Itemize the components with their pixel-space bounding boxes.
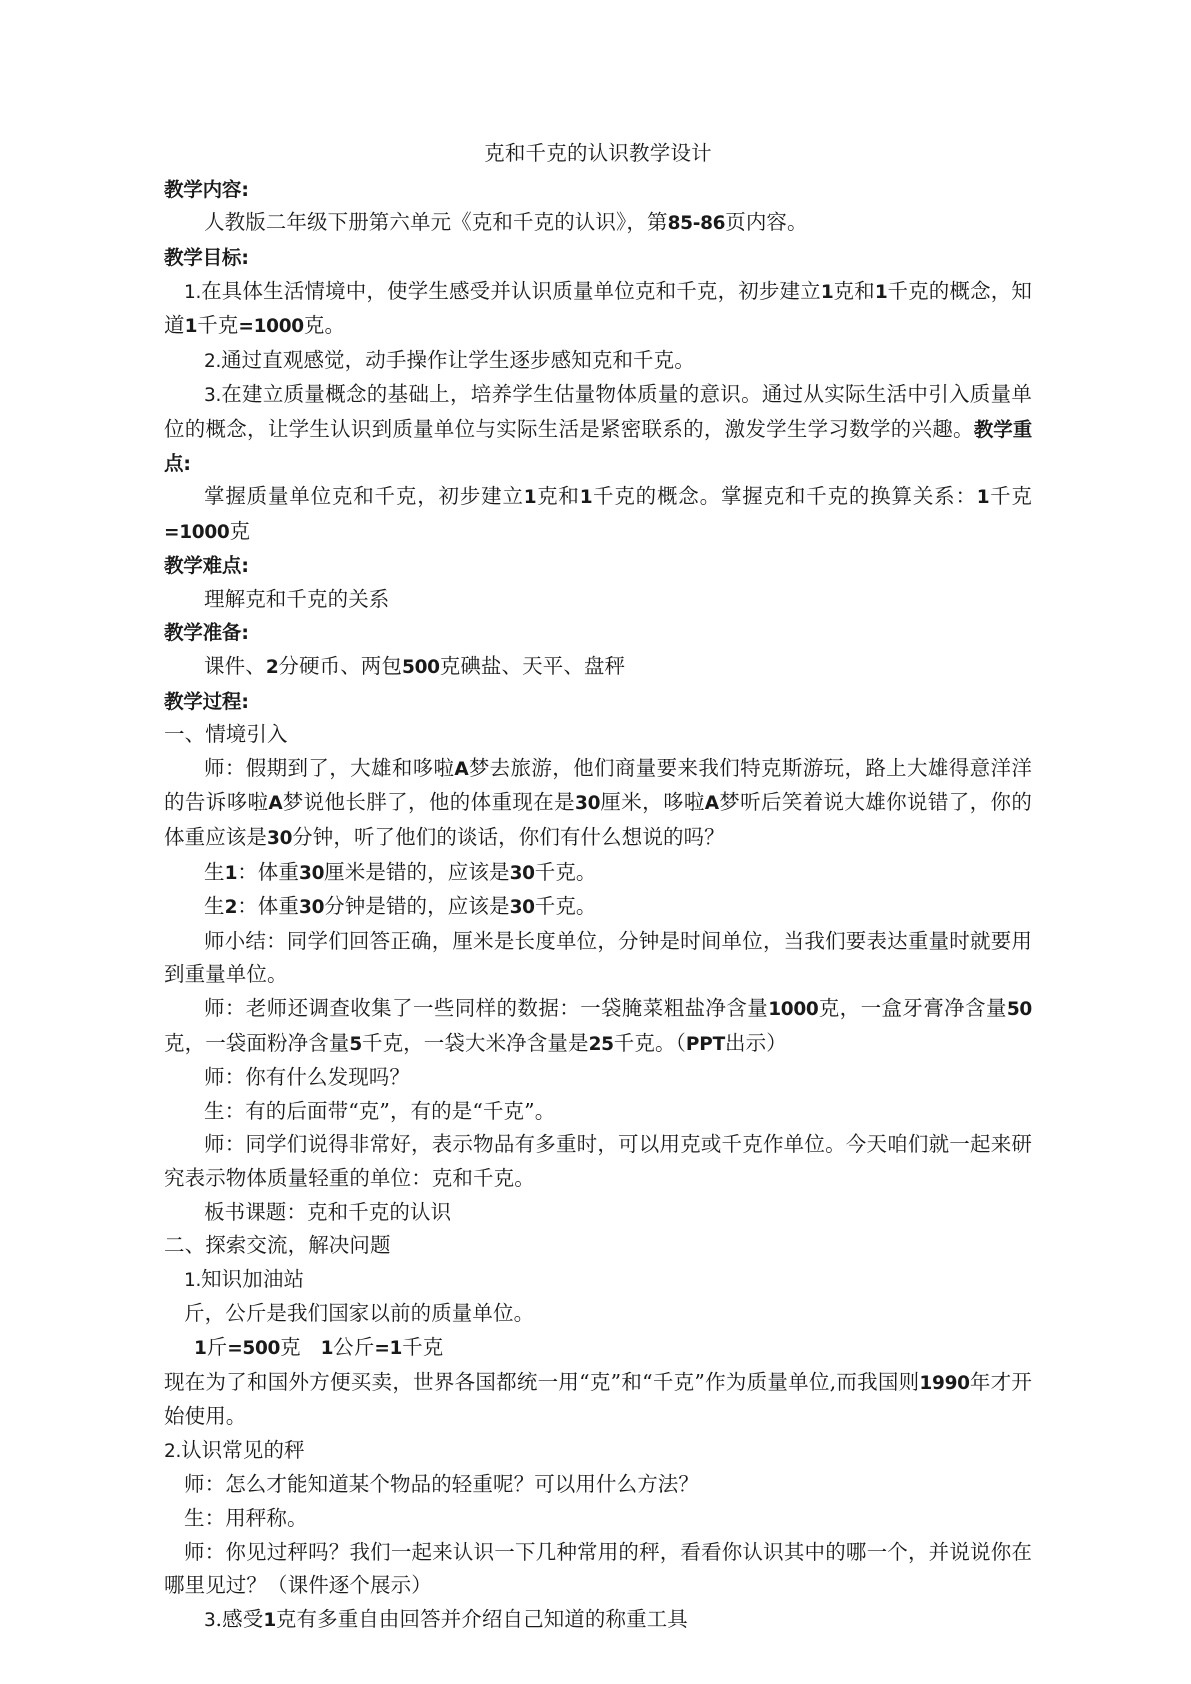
key-points-value-3: 1 [976, 487, 990, 509]
board-title-text: 板书课题：克和千克的认识 [204, 1199, 452, 1224]
student-1-text-c: 千克。 [534, 859, 597, 884]
heading-label-key-points: 教学重点: [164, 417, 1032, 475]
heading-label-content: 教学内容: [164, 177, 249, 201]
paragraph-subsection-3 [164, 1603, 1032, 1638]
heading-label-objectives: 教学目标: [164, 245, 249, 269]
student-1-text-b: 厘米是错的，应该是 [324, 859, 510, 884]
key-points-value-2: 1 [579, 487, 593, 509]
objective-1-conversion: =1000 [238, 316, 304, 338]
paragraph-question-how [164, 1468, 1032, 1502]
paragraph-objective-3 [164, 378, 1032, 480]
content-page-range: 85-86 [667, 213, 726, 235]
key-points-text-c: 千克的概念。掌握克和千克的换算关系： [592, 484, 977, 509]
data-text-b: 克，一盒牙膏净含量 [818, 996, 1007, 1021]
objective-1-number: 1. [184, 281, 202, 303]
section-1-title-text: 一、情境引入 [164, 722, 288, 747]
preparation-text-c: 克碘盐、天平、盘秤 [439, 654, 626, 679]
data-value-rice: 25 [588, 1033, 614, 1055]
student-2-value-2: 30 [509, 897, 535, 919]
paragraph-objective-1 [164, 275, 1032, 344]
conversion-jin-unit: 斤 [206, 1334, 228, 1359]
paragraph-answer-how [164, 1502, 1032, 1536]
content-text: 人教版二年级下册第六单元《克和千克的认识》，第 [204, 210, 668, 235]
objective-3-text: 在建立质量概念的基础上，培养学生估量物体质量的意识。通过从实际生活中引入质量单位的概念，让学生认识到质量单位与实际生活是紧密联系的，激发学生学习数学的兴趣。 [164, 382, 1032, 441]
paragraph-teacher-summary [164, 925, 1032, 992]
paragraph-student-2 [164, 890, 1032, 925]
objective-1-text-b: 克和 [833, 278, 875, 303]
student-2-value-1: 30 [299, 897, 325, 919]
objective-1-text-a: 在具体生活情境中，使学生感受并认识质量单位克和千克，初步建立 [201, 278, 821, 303]
subsection-2-number: 2. [164, 1440, 182, 1462]
conversion-gongjin-unit: 公斤 [333, 1334, 375, 1359]
student-2-text-b: 分钟是错的，应该是 [324, 894, 510, 919]
paragraph-key-points [164, 480, 1032, 549]
section-heading-process [164, 685, 1032, 719]
paragraph-teaching-content [164, 206, 1032, 241]
paragraph-international-usage [164, 1366, 1032, 1434]
student-2-text-c: 千克。 [534, 894, 597, 919]
student-1-value-1: 30 [299, 862, 325, 884]
student-2-text-a: ：体重 [237, 894, 299, 919]
scenario-letter-a2: A [268, 793, 283, 815]
section-heading-teaching-content [164, 173, 1032, 207]
paragraph-subsection-1 [164, 1263, 1032, 1298]
data-text-a: 师：老师还调查收集了一些同样的数据：一袋腌菜粗盐净含量 [204, 996, 769, 1021]
heading-label-process: 教学过程: [164, 689, 249, 713]
student-2-index: 2 [224, 897, 238, 919]
teacher-conclusion-text: 师：同学们说得非常好，表示物品有多重时，可以用克或千克作单位。今天咱们就一起来研究表示物体质量轻重的单位：克和千克。 [164, 1132, 1032, 1190]
scenario-letter-a3: A [704, 793, 719, 815]
data-text-d: 千克，一袋大米净含量是 [361, 1030, 589, 1055]
answer-find-text: 生：有的后面带“克”，有的是“千克”。 [204, 1098, 556, 1123]
heading-label-preparation: 教学准备: [164, 621, 249, 645]
conversion-gongjin-value: 1 [320, 1337, 334, 1359]
student-2-label-a: 生 [204, 894, 225, 919]
conversion-jin-value: 1 [194, 1337, 207, 1359]
question-how-text: 师：怎么才能知道某个物品的轻重呢？可以用什么方法？ [184, 1472, 699, 1497]
key-points-text-d: 千克 [989, 484, 1032, 509]
section-heading-difficult-points [164, 549, 1032, 583]
subsection-2-text: 认识常见的秤 [181, 1437, 305, 1462]
key-points-value-1: 1 [523, 487, 537, 509]
key-points-text-e: 克 [229, 518, 251, 543]
paragraph-preparation [164, 650, 1032, 685]
preparation-text-a: 课件、 [204, 654, 266, 679]
objective-1-value-1: 1 [820, 281, 834, 303]
objective-2-text: 通过直观感觉，动手操作让学生逐步感知克和千克。 [221, 347, 695, 372]
subsection-3-text-a: .感受 [215, 1606, 264, 1631]
paragraph-board-title [164, 1196, 1032, 1230]
conversion-jin-result-unit: 克 [280, 1334, 301, 1359]
student-1-label-a: 生 [204, 859, 225, 884]
data-text-f: 出示） [725, 1030, 787, 1055]
paragraph-jin-gongjin [164, 1297, 1032, 1331]
scenario-letter-a1: A [454, 758, 469, 780]
preparation-salt-value: 500 [402, 657, 440, 679]
conversion-gongjin-result-unit: 千克 [402, 1334, 444, 1359]
conversion-gongjin-result: =1 [374, 1337, 403, 1359]
paragraph-collected-data [164, 992, 1032, 1061]
student-1-text-a: ：体重 [237, 859, 299, 884]
scenario-text-e: 梦听后笑着说大雄你说错了，你的体重应该是 [164, 790, 1033, 850]
subsection-1-number: 1. [184, 1269, 202, 1291]
answer-how-text: 生：用秤称。 [184, 1505, 308, 1530]
conversion-jin-result: =500 [227, 1337, 281, 1359]
paragraph-answer-find [164, 1095, 1032, 1129]
key-points-conversion: =1000 [164, 521, 230, 543]
question-find-text: 师：你有什么发现吗？ [204, 1065, 410, 1090]
section-heading-teaching-objectives [164, 241, 1032, 275]
student-1-index: 1 [224, 862, 238, 884]
paragraph-teacher-conclusion [164, 1128, 1032, 1195]
page-title: 克和千克的认识教学设计 [484, 141, 712, 165]
heading-label-difficult: 教学难点: [164, 554, 249, 578]
objective-1-text-c: 千克的概念，知道 [164, 278, 1032, 338]
subsection-3-text-b: 克有多重自由回答并介绍自己知道的称重工具 [275, 1606, 688, 1631]
scenario-text-c: 梦说他长胖了，他的体重现在是 [282, 790, 575, 815]
paragraph-objective-2 [164, 344, 1032, 379]
paragraph-conversion-formulas [164, 1331, 1032, 1366]
data-text-c: 克，一袋面粉净含量 [164, 1030, 350, 1055]
scenario-text-f: 分钟，听了他们的谈话，你们有什么想说的吗？ [292, 825, 725, 850]
data-text-e: 千克。（ [613, 1030, 686, 1055]
section-2-title-text: 二、探索交流，解决问题 [164, 1233, 391, 1258]
objective-1-value-3: 1 [184, 316, 198, 338]
scenario-text-a: 师：假期到了，大雄和哆啦 [204, 755, 455, 780]
intl-text-a: 现在为了和国外方便买卖，世界各国都统一用“克”和“千克”作为质量单位,而我国则 [164, 1369, 920, 1394]
objective-1-value-2: 1 [874, 281, 888, 303]
preparation-coin-value: 2 [265, 657, 279, 679]
section-heading-preparation [164, 616, 1032, 650]
data-value-toothpaste: 50 [1006, 999, 1032, 1021]
paragraph-question-seen-scale [164, 1536, 1032, 1603]
scenario-value-30min: 30 [267, 828, 293, 850]
data-value-salt: 1000 [768, 999, 819, 1021]
preparation-text-b: 分硬币、两包 [278, 654, 402, 679]
section-2-title [164, 1229, 1032, 1263]
paragraph-question-find [164, 1061, 1032, 1095]
objective-3-number: 3. [204, 385, 222, 407]
section-1-title [164, 718, 1032, 752]
difficult-points-text: 理解克和千克的关系 [204, 586, 390, 611]
data-value-flour: 5 [349, 1033, 362, 1055]
paragraph-student-1 [164, 856, 1032, 891]
scenario-text-b: 梦去旅游，他们商量要来我们特克斯游玩，路上大雄得意洋洋的告诉哆啦 [164, 755, 1032, 815]
paragraph-scenario-intro [164, 752, 1032, 856]
question-seen-text: 师：你见过秤吗？我们一起来认识一下几种常用的秤，看看你认识其中的哪一个，并说说你在哪里见过？（课件逐个展示） [164, 1539, 1032, 1598]
objective-1-text-d: 千克 [197, 313, 239, 338]
subsection-3-number: 3 [204, 1609, 216, 1631]
teacher-summary-text: 师小结：同学们回答正确，厘米是长度单位，分钟是时间单位，当我们要表达重量时就要用到重量单位。 [164, 928, 1032, 987]
document-body [164, 138, 1032, 1637]
scenario-value-30cm: 30 [575, 793, 601, 815]
jin-text: 斤，公斤是我们国家以前的质量单位。 [184, 1301, 535, 1326]
objective-1-text-e: 克。 [303, 313, 346, 338]
paragraph-difficult-points [164, 583, 1032, 617]
objective-2-number: 2. [204, 350, 222, 372]
subsection-3-value: 1 [263, 1609, 276, 1631]
student-1-value-2: 30 [509, 862, 535, 884]
intl-year-value: 1990 [919, 1372, 970, 1394]
key-points-text-b: 克和 [536, 484, 580, 509]
data-ppt-label: PPT [685, 1033, 726, 1055]
subsection-1-text: 知识加油站 [201, 1266, 305, 1291]
intl-text-b: 年才开始使用。 [164, 1369, 1032, 1429]
key-points-text-a: 掌握质量单位克和千克，初步建立 [204, 484, 524, 509]
content-tail: 页内容。 [725, 210, 808, 235]
paragraph-subsection-2 [164, 1434, 1032, 1469]
scenario-text-d: 厘米，哆啦 [600, 790, 705, 815]
